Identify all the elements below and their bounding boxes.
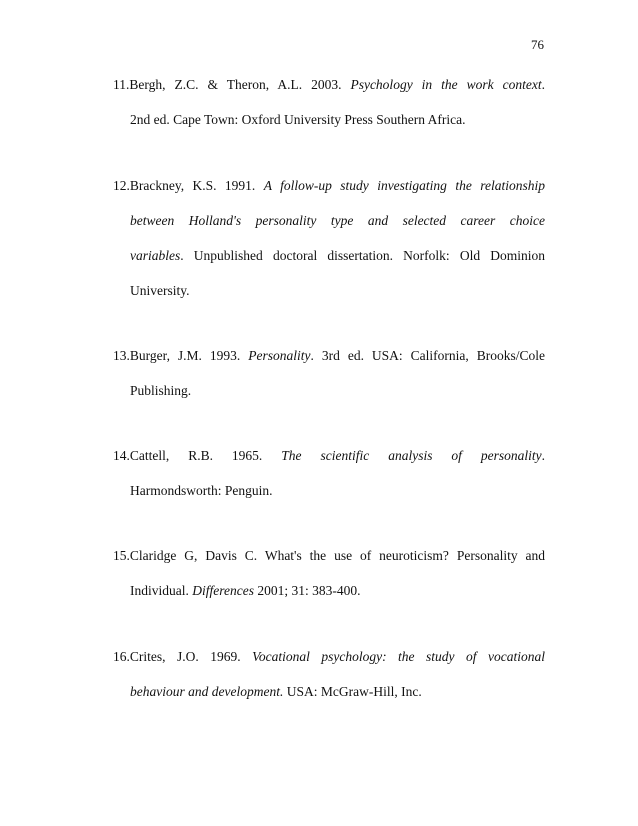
reference-line	[113, 67, 545, 102]
reference-text: Harmondsworth: Penguin.	[130, 483, 273, 498]
reference-text: 14.Cattell, R.B. 1965.	[113, 448, 282, 463]
reference-text: USA: McGraw-Hill, Inc.	[283, 684, 422, 699]
reference-line	[113, 338, 545, 373]
reference-line	[113, 639, 545, 674]
reference-text: Publishing.	[130, 383, 192, 398]
reference-text: 2nd ed. Cape Town: Oxford University Press Southern Africa.	[130, 112, 466, 127]
reference-title: Personality	[248, 348, 311, 363]
reference-title: Psychology in the work context	[350, 77, 542, 92]
reference-title: The scientific analysis of personality	[281, 448, 542, 463]
reference-line	[113, 203, 545, 238]
reference-text: 11.Bergh, Z.C. & Theron, A.L. 2003.	[113, 77, 351, 92]
reference-title: behaviour and development.	[130, 684, 284, 699]
reference-line	[113, 473, 545, 508]
reference-entry-15	[113, 538, 545, 608]
reference-line	[113, 538, 545, 573]
reference-text: 16.Crites, J.O. 1969.	[113, 649, 253, 664]
reference-title: between Holland's personality type and selected career choice	[130, 213, 545, 228]
reference-text: .	[541, 448, 546, 463]
reference-text: University.	[130, 283, 190, 298]
reference-text: .	[541, 77, 545, 92]
reference-line	[113, 373, 545, 408]
reference-line	[113, 168, 545, 203]
reference-entry-14	[113, 438, 545, 508]
page-number: 76	[531, 37, 544, 52]
reference-line	[113, 102, 545, 137]
reference-entry-16	[113, 639, 545, 709]
reference-text: . 3rd ed. USA: California, Brooks/Cole	[310, 348, 545, 363]
reference-text: 2001; 31: 383-400.	[253, 583, 361, 598]
reference-title: A follow-up study investigating the relationship	[263, 178, 545, 193]
reference-text: 12.Brackney, K.S. 1991.	[113, 178, 264, 193]
reference-line	[113, 573, 545, 608]
reference-line	[113, 438, 545, 473]
reference-line	[113, 238, 545, 273]
reference-line	[113, 273, 545, 308]
reference-text: . Unpublished doctoral dissertation. Norfolk: Old Dominion	[180, 248, 545, 263]
reference-entry-13	[113, 338, 545, 408]
reference-text: 13.Burger, J.M. 1993.	[113, 348, 249, 363]
reference-title: Differences	[192, 583, 254, 598]
reference-entry-12	[113, 168, 545, 308]
reference-title: variables	[130, 248, 181, 263]
reference-entry-11	[113, 67, 545, 137]
reference-text: 15.Claridge G, Davis C. What's the use of neuroticism? Personality and	[113, 548, 545, 563]
reference-text: Individual.	[130, 583, 193, 598]
reference-line	[113, 674, 545, 709]
reference-title: Vocational psychology: the study of vocational	[252, 649, 546, 664]
